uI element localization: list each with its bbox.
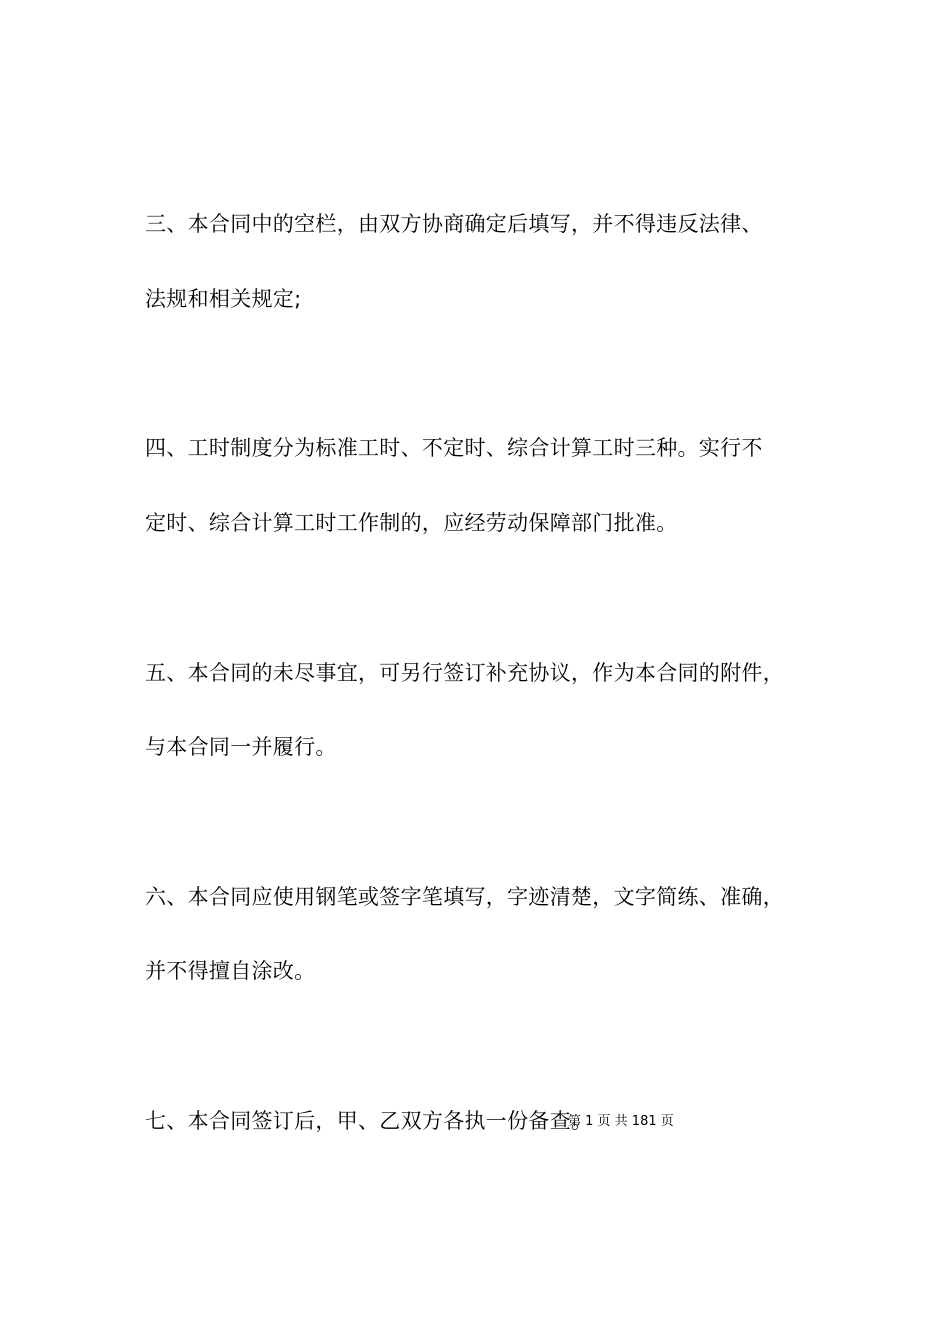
paragraph-6-line-2: 并不得擅自涂改。 — [145, 959, 316, 983]
paragraph-5-line-2: 与本合同一并履行。 — [145, 735, 337, 759]
paragraph-4-line-1: 四、工时制度分为标准工时、不定时、综合计算工时三种。实行不 — [145, 436, 763, 460]
paragraph-4-line-2: 定时、综合计算工时工作制的，应经劳动保障部门批准。 — [145, 511, 678, 535]
paragraph-3-line-2: 法规和相关规定; — [145, 287, 302, 311]
paragraph-5-line-1: 五、本合同的未尽事宜，可另行签订补充协议，作为本合同的附件， — [145, 661, 784, 685]
paragraph-3-line-1: 三、本合同中的空栏，由双方协商确定后填写，并不得违反法律、 — [145, 212, 763, 236]
paragraph-6-line-1: 六、本合同应使用钢笔或签字笔填写，字迹清楚，文字简练、准确， — [145, 885, 784, 909]
page-number-footer: 第 1 页 共 181 页 — [568, 1114, 674, 1129]
paragraph-7-line-1: 七、本合同签订后，甲、乙双方各执一份备查。 — [145, 1109, 593, 1133]
